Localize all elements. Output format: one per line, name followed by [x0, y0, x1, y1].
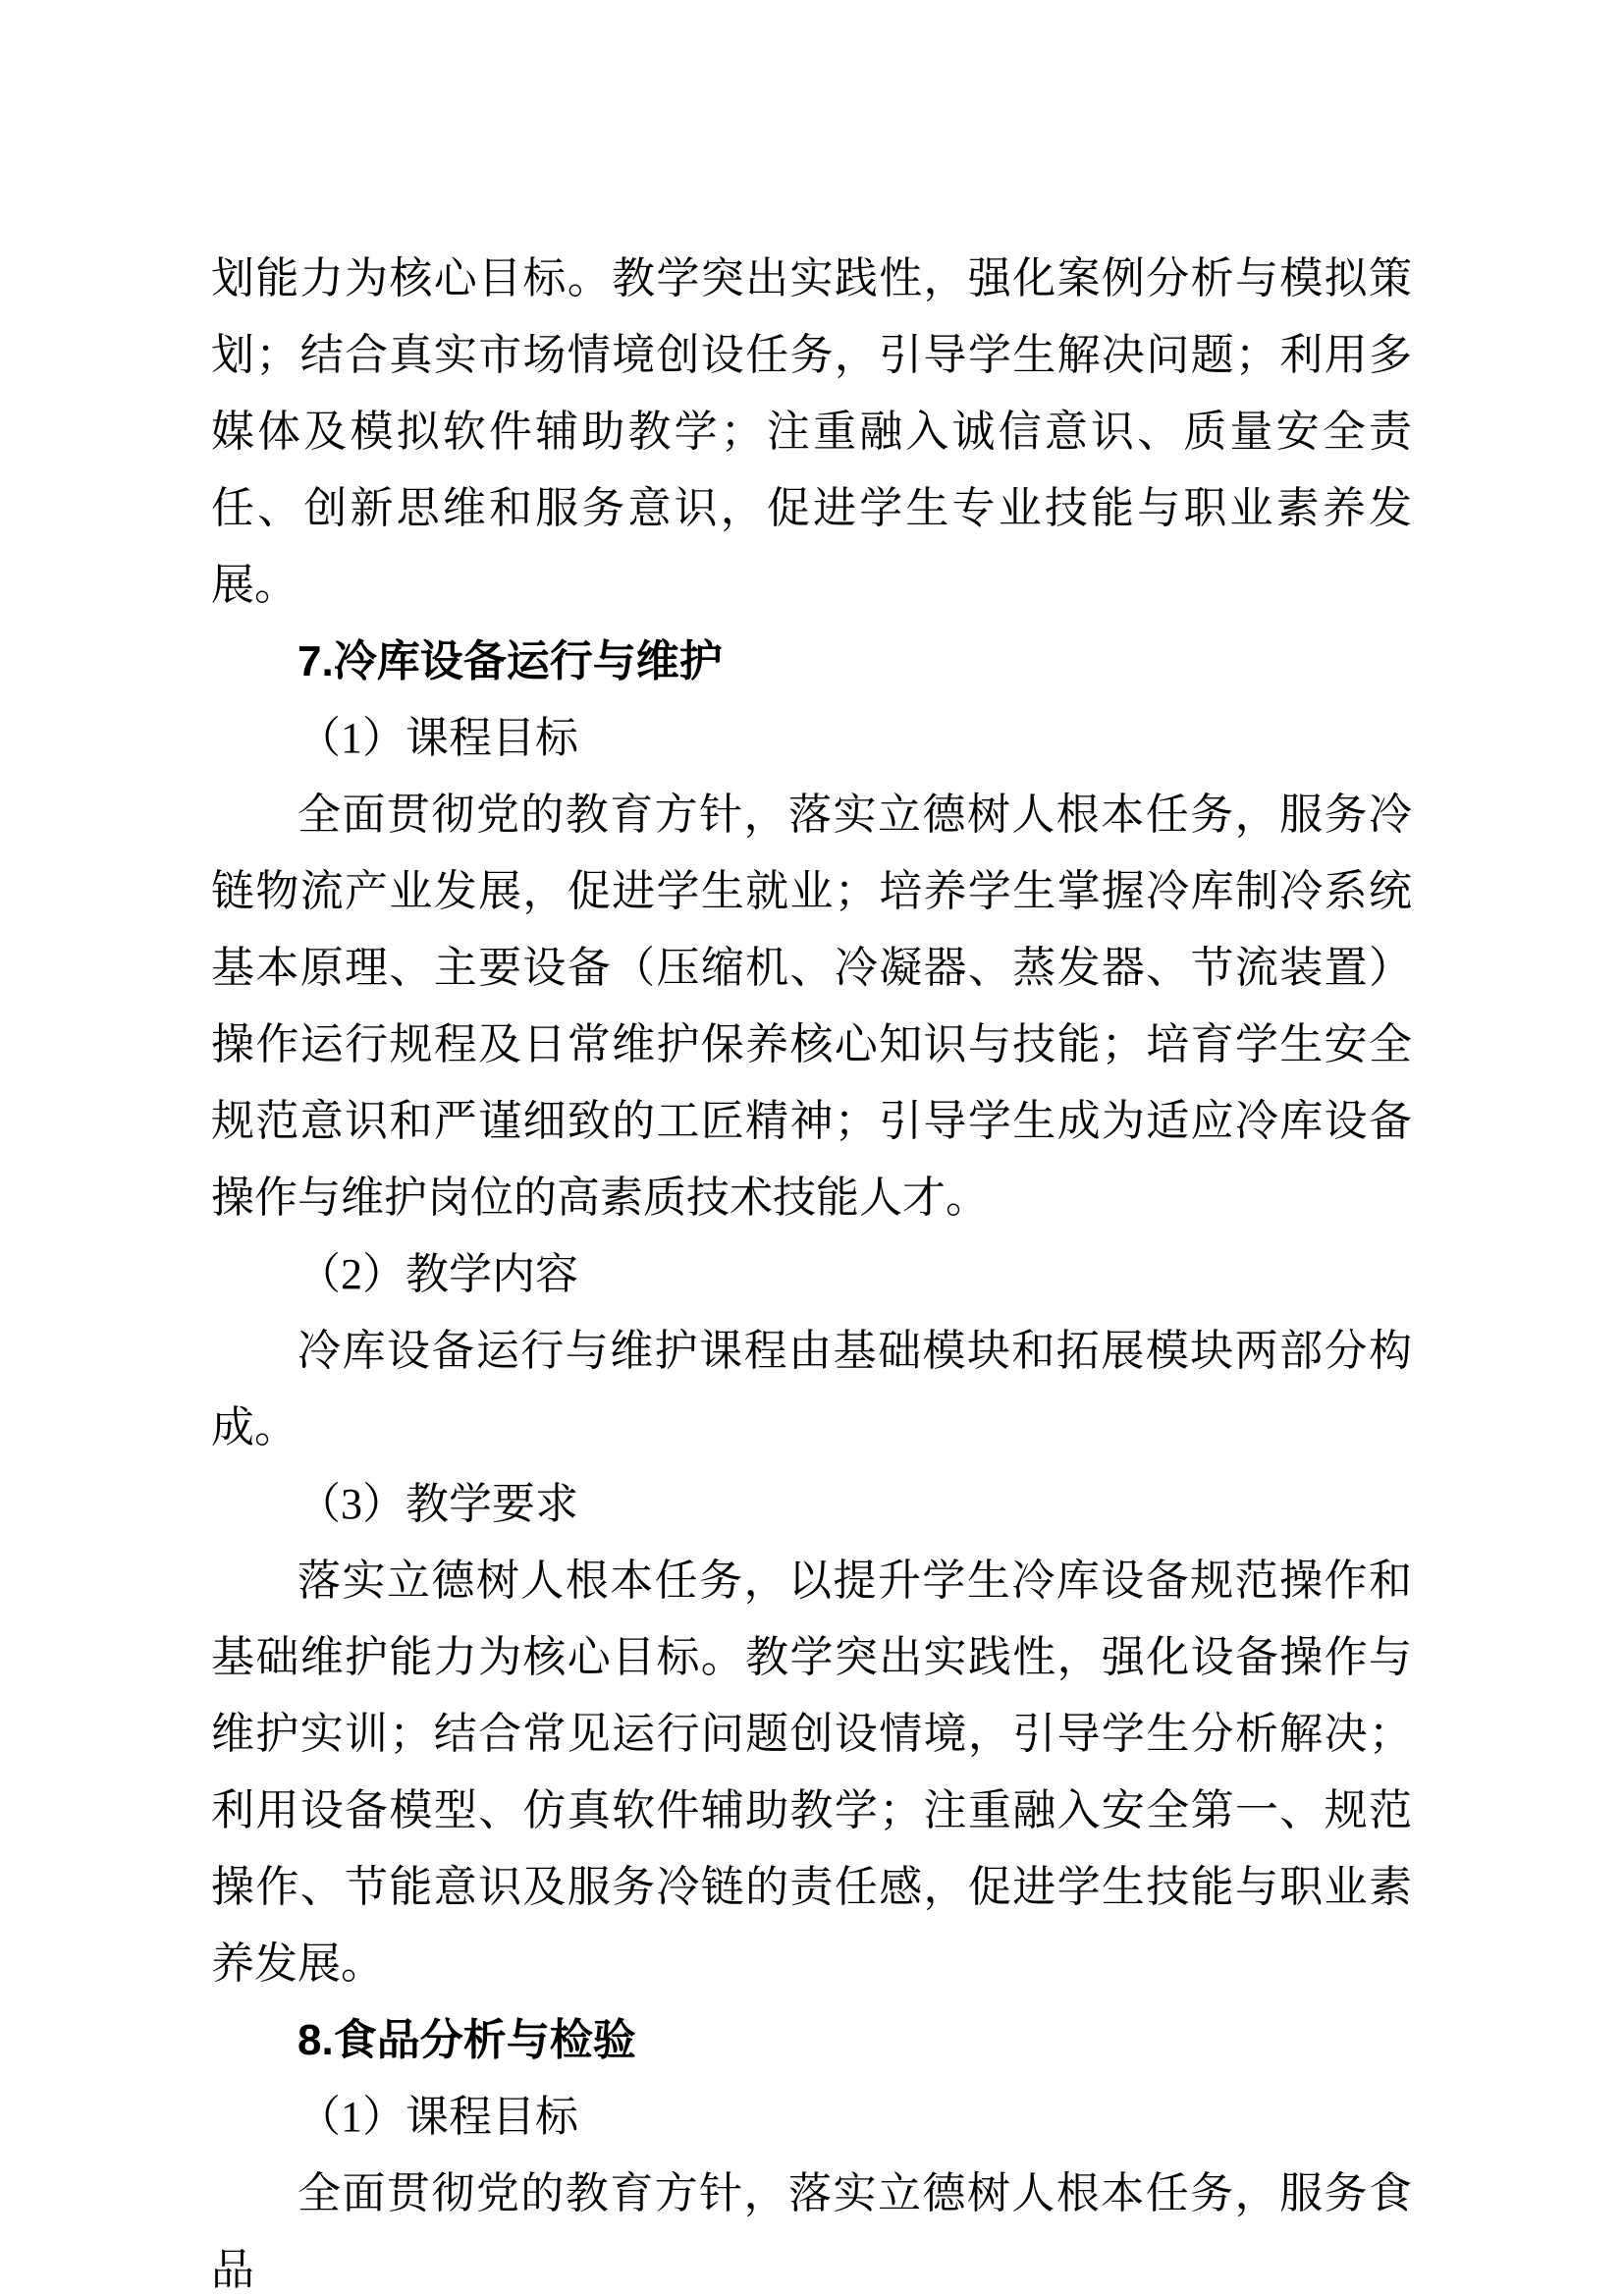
paragraph-7-teaching-content-body: 冷库设备运行与维护课程由基础模块和拓展模块两部分构成。 — [211, 1327, 1412, 1451]
section-heading-7-cold-storage-equipment: 7.冷库设备运行与维护 — [298, 637, 723, 685]
paragraph-7-course-objectives-body: 全面贯彻党的教育方针，落实立德树人根本任务，服务冷链物流产业发展，促进学生就业；培养学生掌握冷库制冷系统基本原理、主要设备（压缩机、冷凝器、蒸发器、节流装置）操作运行规程及日常维护保养核心知识与技能；培育学生安全规范意识和严谨细致的工匠精神；引导学生成为适应冷库设备操作与维护岗位的高素质技术技能人才。 — [211, 791, 1412, 1222]
subitem-7-1-course-objectives: （1）课程目标 — [298, 714, 578, 762]
subitem-8-1-course-objectives: （1）课程目标 — [298, 2093, 578, 2141]
paragraph-8-course-objectives-body-continues: 全面贯彻党的教育方针，落实立德树人根本任务，服务食品 — [211, 2169, 1412, 2294]
subitem-7-2-teaching-content: （2）教学内容 — [298, 1250, 578, 1298]
paragraph-teaching-requirements-continued: 划能力为核心目标。教学突出实践性，强化案例分析与模拟策划；结合真实市场情境创设任务，引导学生解决问题；利用多媒体及模拟软件辅助教学；注重融入诚信意识、质量安全责任、创新思维和服务意识，促进学生专业技能与职业素养发展。 — [211, 254, 1412, 609]
document-body — [211, 241, 1412, 2296]
subitem-7-3-teaching-requirements: （3）教学要求 — [298, 1480, 578, 1528]
paragraph-7-teaching-requirements-body: 落实立德树人根本任务，以提升学生冷库设备规范操作和基础维护能力为核心目标。教学突出实践性，强化设备操作与维护实训；结合常见运行问题创设情境，引导学生分析解决；利用设备模型、仿真软件辅助教学；注重融入安全第一、规范操作、节能意识及服务冷链的责任感，促进学生技能与职业素养发展。 — [211, 1557, 1412, 1988]
section-heading-8-food-analysis-testing: 8.食品分析与检验 — [298, 2016, 636, 2064]
